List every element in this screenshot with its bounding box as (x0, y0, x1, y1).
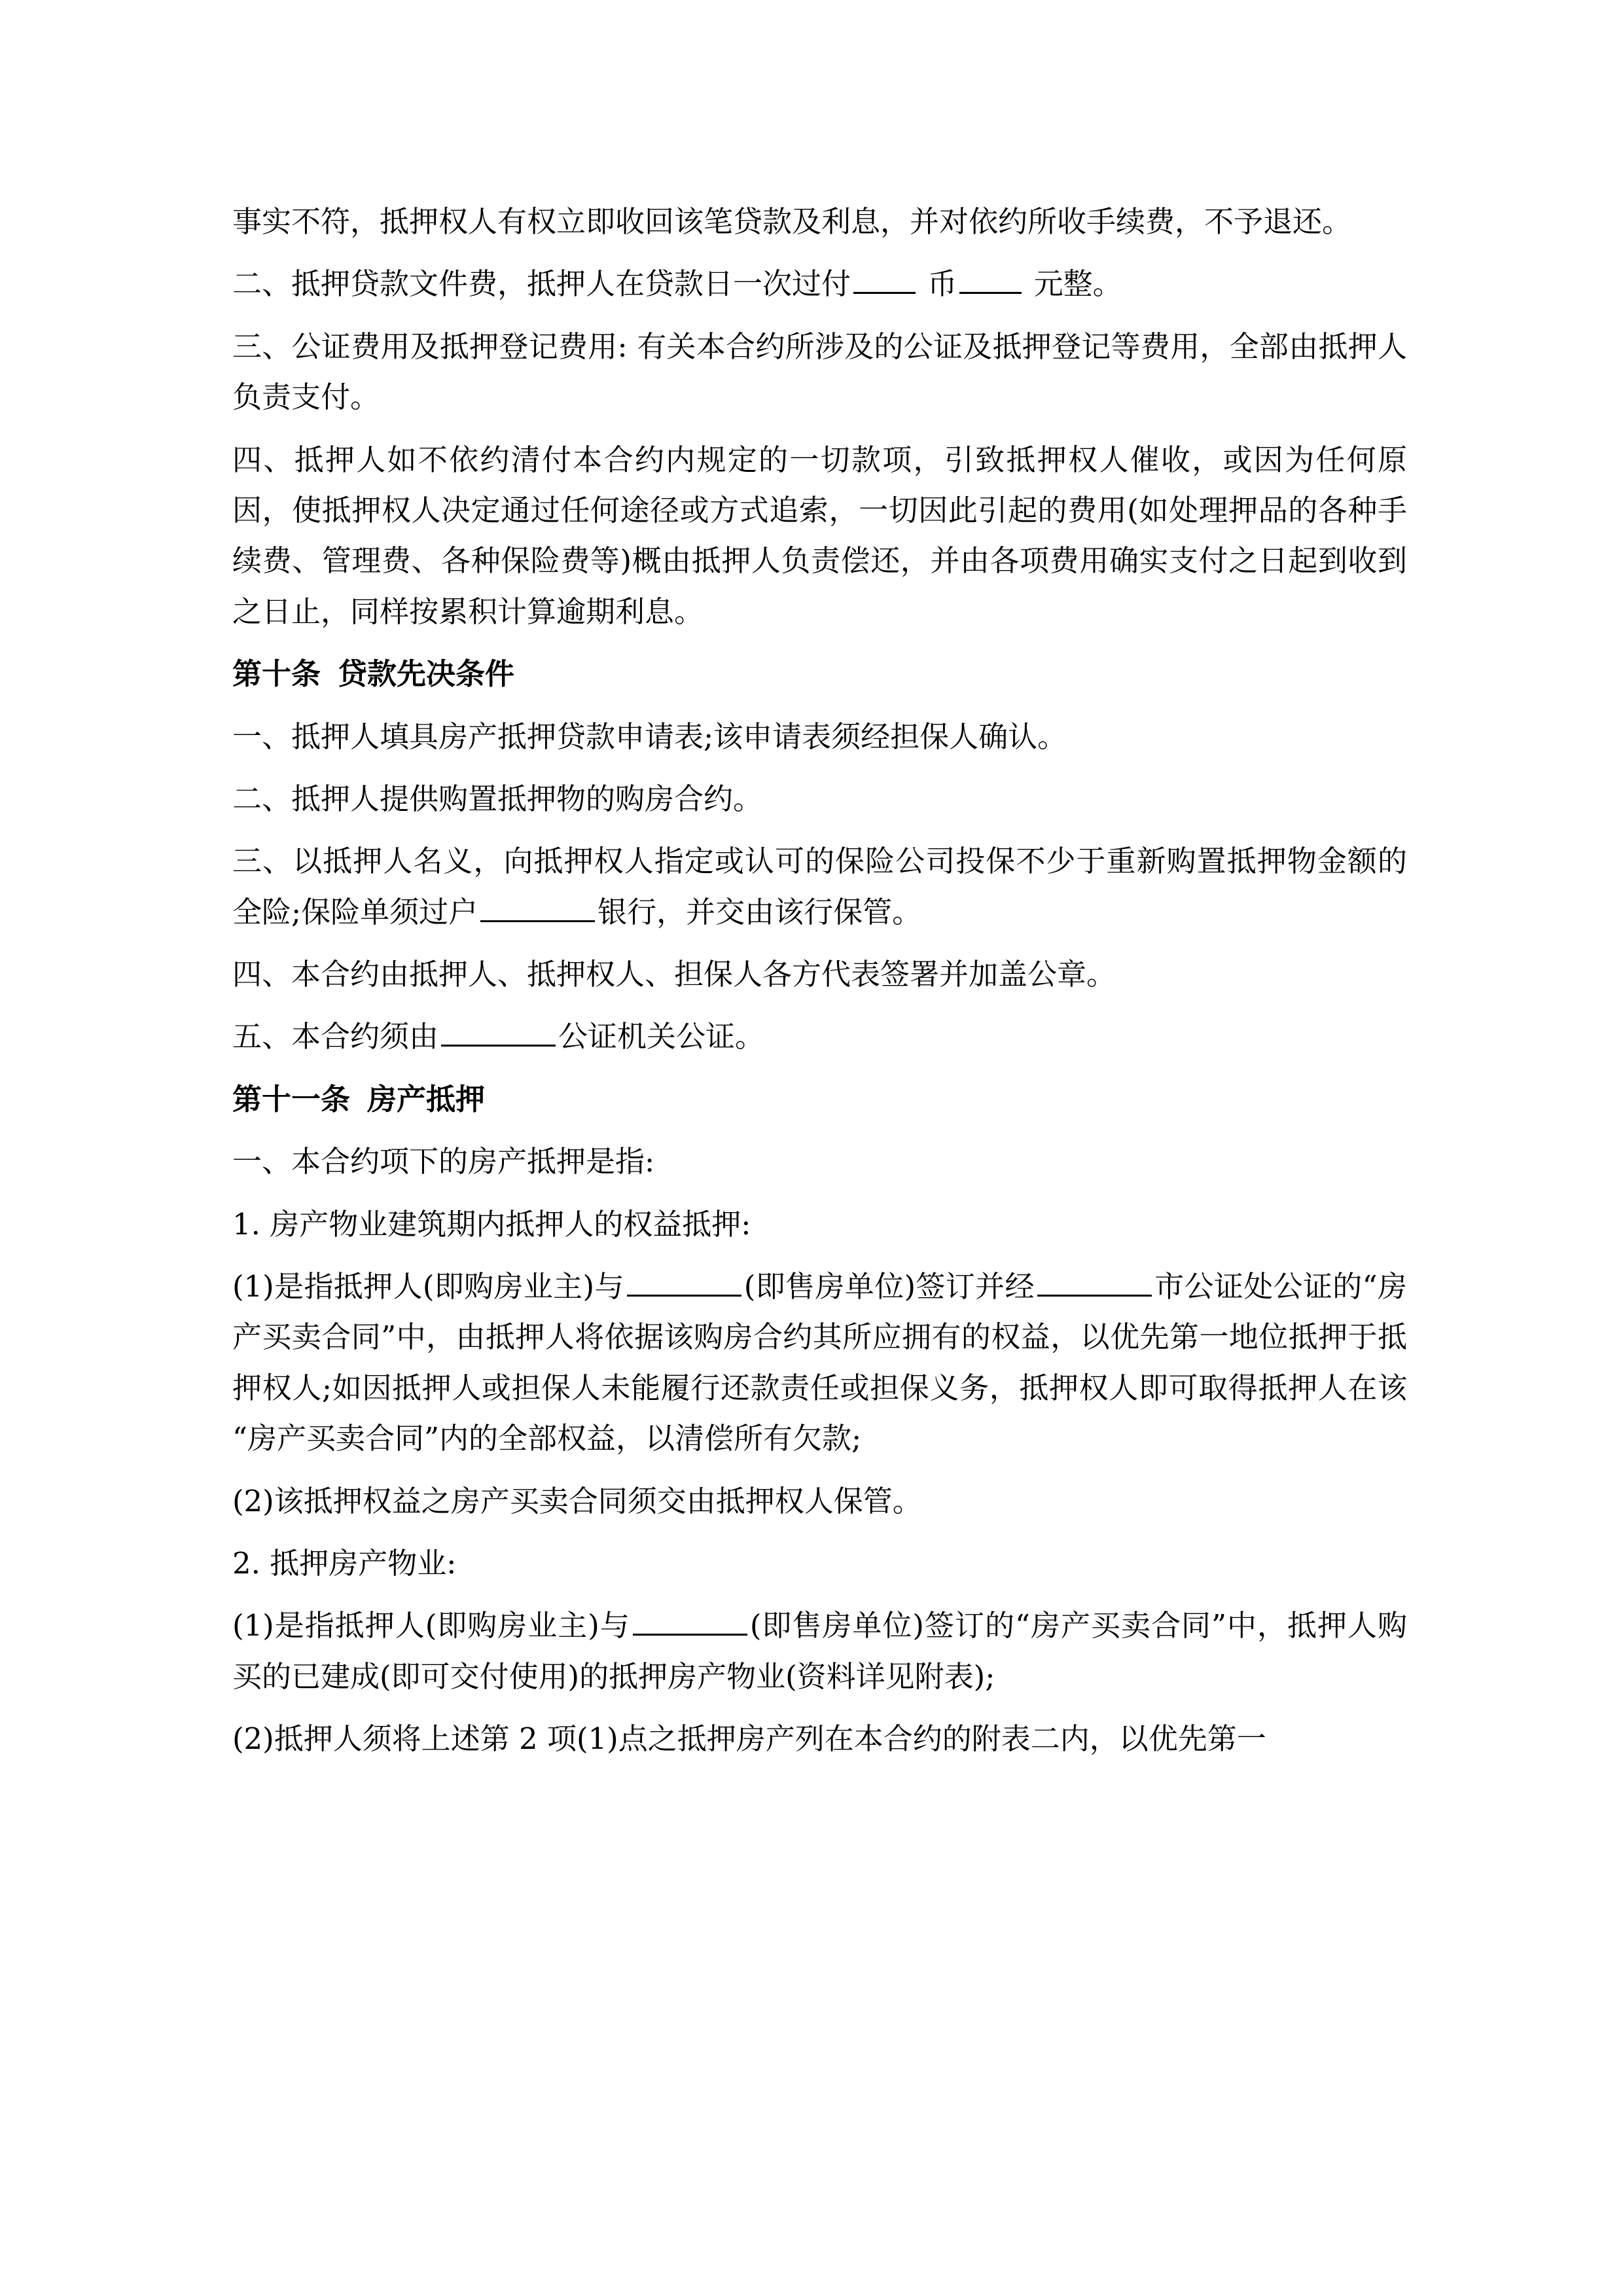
paragraph-10-4: 四、本合约由抵押人、抵押权人、担保人各方代表签署并加盖公章。 (232, 957, 1116, 992)
paragraph-11-1-1: 1. 房产物业建筑期内抵押人的权益抵押: (232, 1206, 751, 1242)
text-fragment: (1)是指抵押人(即购房业主)与 (232, 1269, 624, 1304)
fill-blank-seller-unit-2[interactable] (633, 1604, 747, 1636)
text-fragment: 三、以抵押人名义，向抵押权人指定或认可的保险公司投保不少于重新购置抵押物金额的全险;保险单须过户 (232, 844, 1407, 929)
fill-blank-city-notary[interactable] (1037, 1265, 1152, 1297)
heading-number: 第十条 (232, 656, 321, 692)
paragraph-item-4-overdue: 四、抵押人如不依约清付本合约内规定的一切款项，引致抵押权人催收，或因为任何原因，使抵押权人决定通过任何途径或方式追索，一切因此引起的费用(如处理押品的各种手续费、管理费、各种保险费等)概由抵押人负责偿还，并由各项费用确实支付之日起到收到之日止，同样按累积计算逾期利息。 (232, 442, 1407, 629)
paragraph-continued-clause: 事实不符，抵押权人有权立即收回该笔贷款及利息，并对依约所收手续费，不予退还。 (232, 204, 1352, 239)
paragraph-11-1-1-a (232, 1261, 1407, 1464)
text-fragment: 五、本合约须由 (232, 1019, 439, 1054)
heading-title: 贷款先决条件 (338, 656, 515, 692)
paragraph-item-3-notary: 三、公证费用及抵押登记费用: 有关本合约所涉及的公证及抵押登记等费用，全部由抵押人负责支付。 (232, 329, 1407, 415)
document-body (232, 196, 1407, 1765)
paragraph-10-2: 二、抵押人提供购置抵押物的购房合约。 (232, 781, 763, 816)
paragraph-11-1-2-a (232, 1600, 1407, 1702)
fill-blank-seller-unit-1[interactable] (627, 1265, 741, 1297)
heading-article-11 (232, 1074, 1407, 1124)
paragraph-11-1: 一、本合约项下的房产抵押是指: (232, 1144, 655, 1179)
text-fragment: (即售房单位)签订的“房产买卖合同”中，抵押人购买的已建成(即可交付使用)的抵押房产物业(资料详见附表); (232, 1608, 1408, 1694)
heading-title: 房产抵押 (367, 1081, 486, 1117)
fill-blank-bank-name[interactable] (480, 891, 595, 922)
text-fragment: (1)是指抵押人(即购房业主)与 (232, 1608, 630, 1643)
paragraph-11-1-1-b: (2)该抵押权益之房产买卖合同须交由抵押权人保管。 (232, 1483, 922, 1518)
heading-article-10 (232, 649, 1407, 699)
paragraph-11-1-2: 2. 抵押房产物业: (232, 1545, 457, 1581)
heading-number: 第十一条 (232, 1081, 351, 1117)
paragraph-10-3 (232, 836, 1407, 937)
paragraph-10-5 (232, 1011, 1407, 1062)
text-fragment: 公证机关公证。 (558, 1019, 765, 1054)
paragraph-11-1-2-b: (2)抵押人须将上述第 2 项(1)点之抵押房产列在本合约的附表二内，以优先第一 (232, 1721, 1266, 1757)
fill-blank-amount[interactable] (959, 262, 1022, 294)
paragraph-10-1: 一、抵押人填具房产抵押贷款申请表;该申请表须经担保人确认。 (232, 719, 1067, 754)
text-fragment: 银行，并交由该行保管。 (597, 894, 922, 929)
text-fragment: 元整。 (1024, 266, 1122, 302)
text-fragment: 币 (918, 266, 957, 302)
text-fragment: (即售房单位)签订并经 (743, 1269, 1035, 1304)
paragraph-item-2-fee (232, 259, 1407, 309)
text-fragment: 二、抵押贷款文件费，抵押人在贷款日一次过付 (232, 266, 851, 302)
fill-blank-notary-office[interactable] (441, 1015, 556, 1047)
fill-blank-currency[interactable] (853, 262, 916, 294)
text-fragment: 市公证处公证的“房产买卖合同”中，由抵押人将依据该购房合约其所应拥有的权益，以优先第一地位抵押于抵押权人;如因抵押人或担保人未能履行还款责任或担保义务，抵押权人即可取得抵押人在该“房产买卖合同”内的全部权益，以清偿所有欠款; (232, 1269, 1407, 1456)
